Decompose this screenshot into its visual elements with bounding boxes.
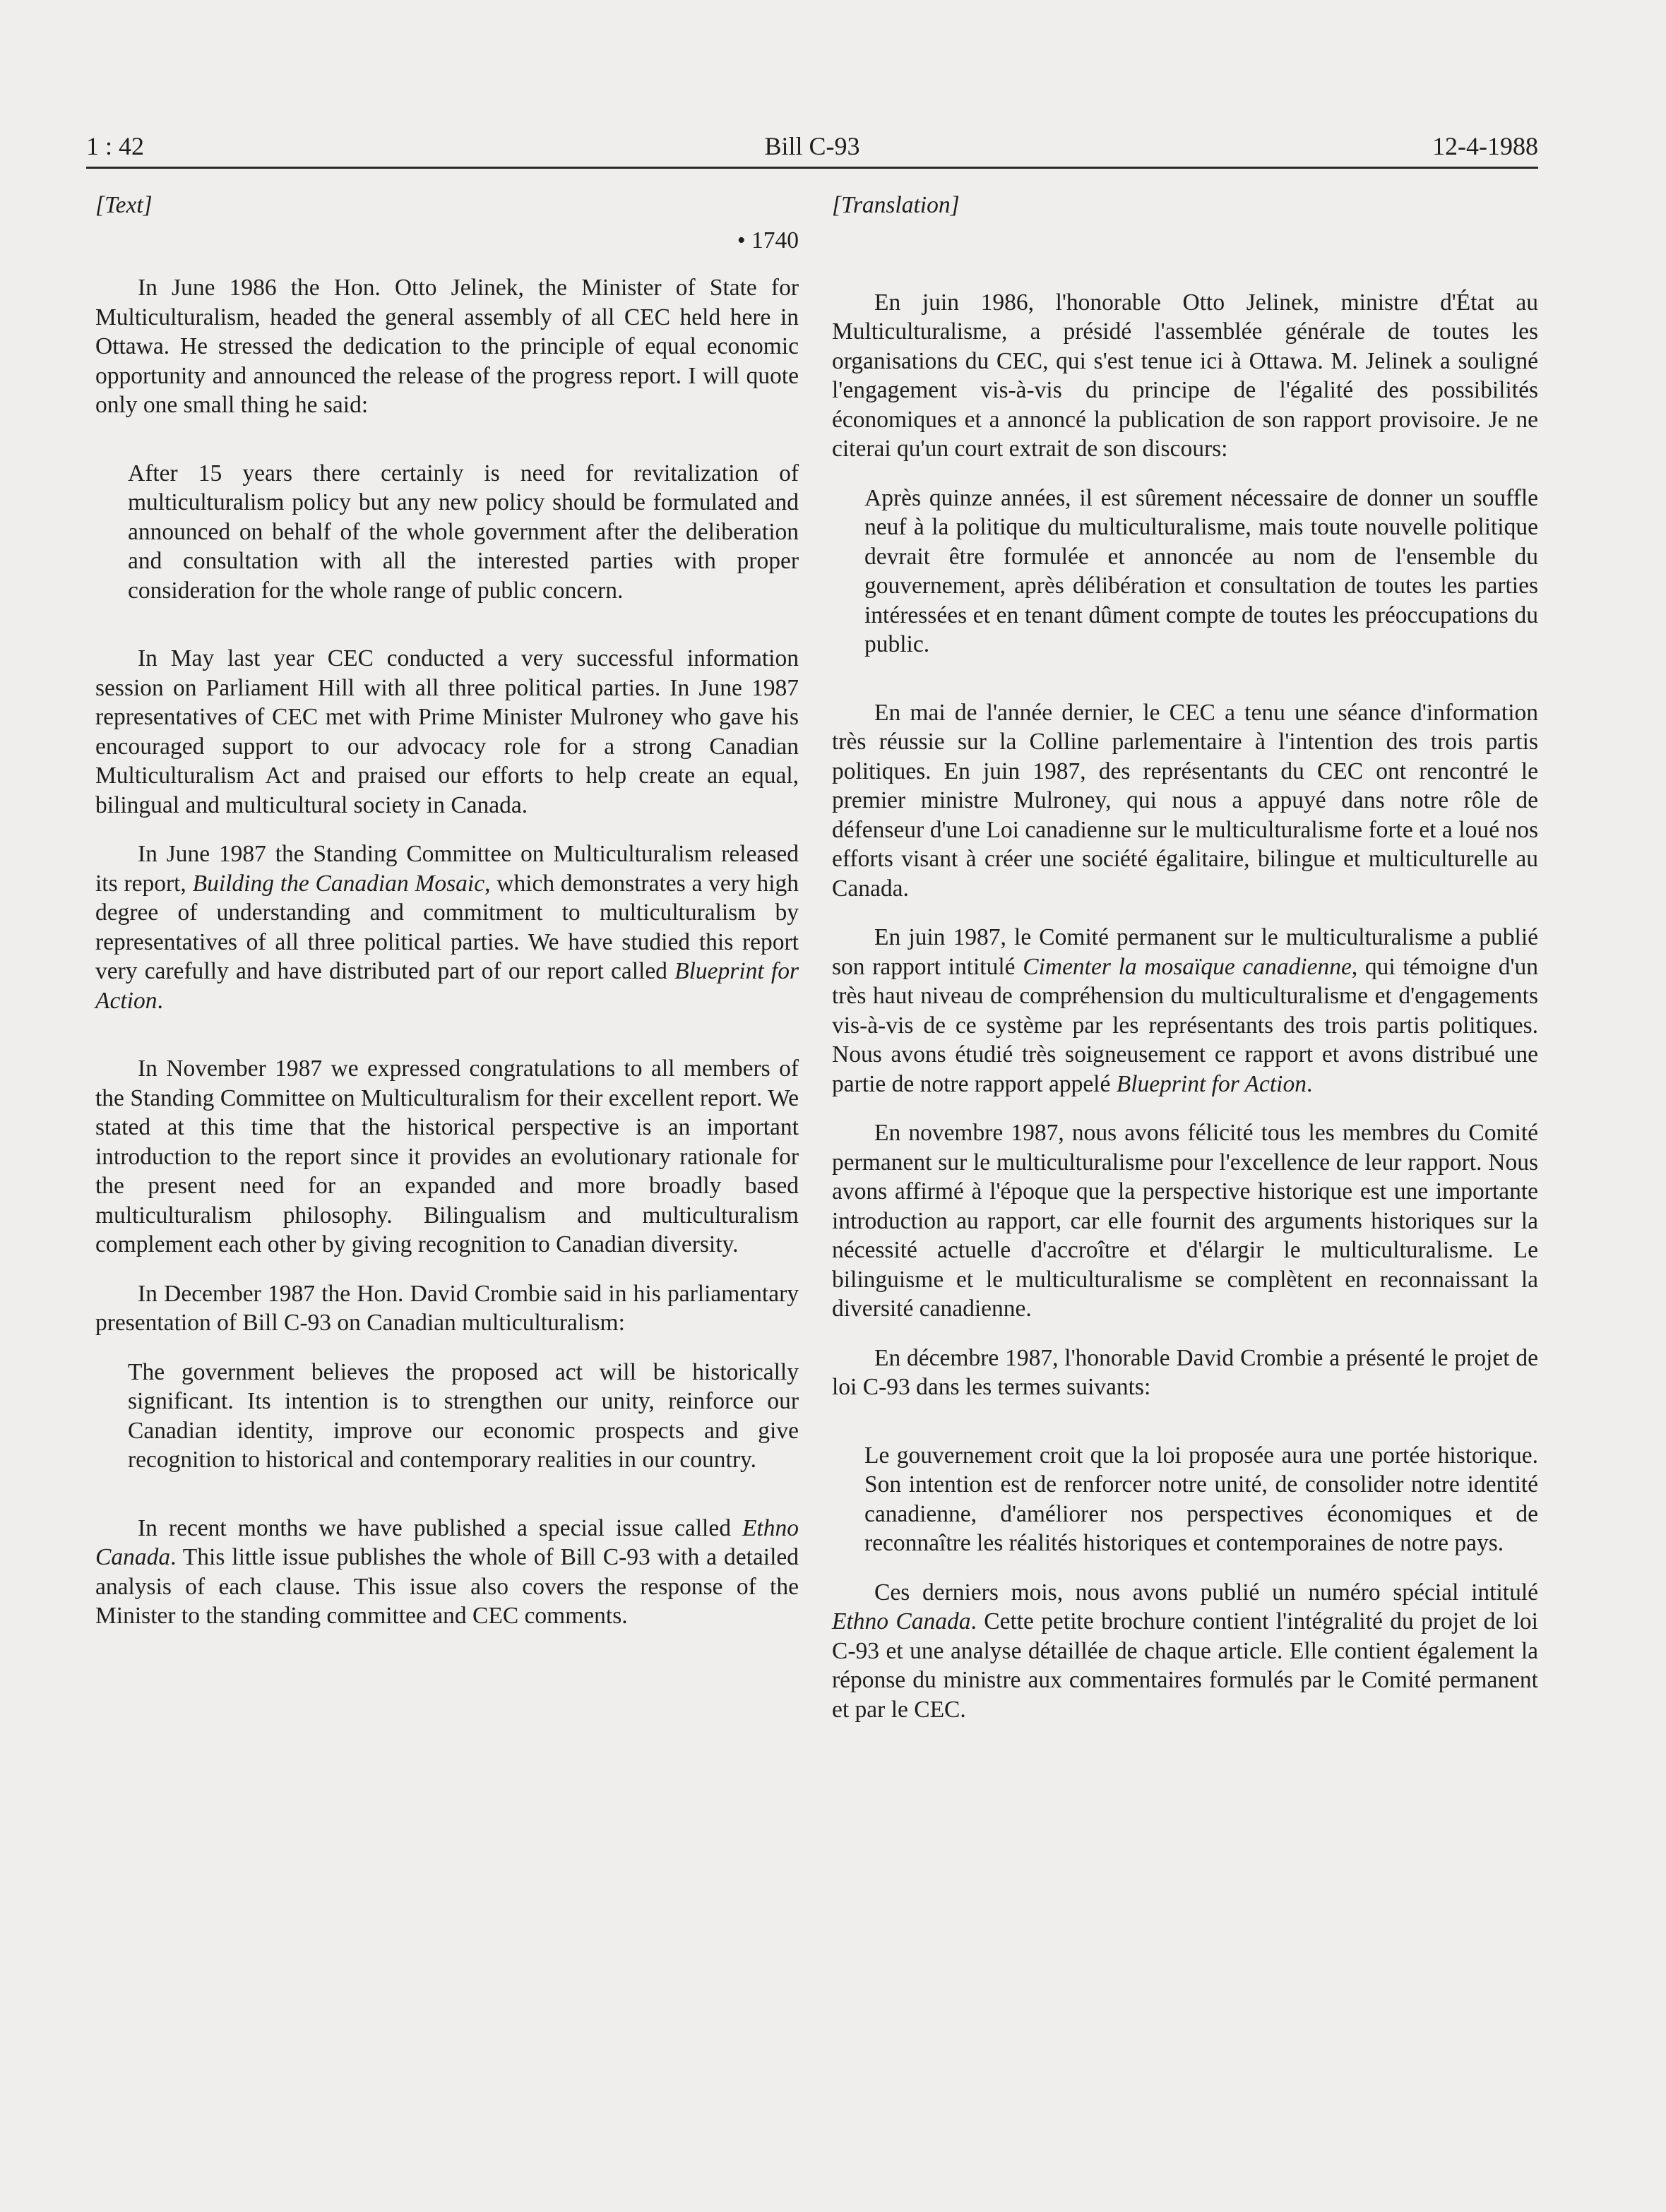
- paragraph: En novembre 1987, nous avons félicité tous les membres du Comité permanent sur le multiculturalisme pour l'excellence de leur rapport. Nous avons affirmé à l'époque que la perspective historique est une importante introduction au rapport, car elle fournit des arguments historiques sur la nécessité actuelle d'accroître et d'élargir le multiculturalisme. Le bilinguisme et le multiculturalisme se complètent en reconnaissant la diversité canadienne.: [832, 1120, 1538, 1322]
- header-rule: [86, 167, 1538, 169]
- paragraph: Ces derniers mois, nous avons publié un numéro spécial intitulé Ethno Canada. Cette petite brochure contient l'intégralité du projet de loi C-93 et une analyse détaillée de chaque article. Elle contient également la réponse du ministre aux commentaires formulés par le Comité permanent et par le CEC.: [832, 1579, 1538, 1723]
- translation-label: [Translation]: [832, 192, 960, 218]
- publication-title: Ethno Canada: [95, 1514, 799, 1570]
- block-quote: Après quinze années, il est sûrement nécessaire de donner un souffle neuf à la politique du multiculturalisme, mais toute nouvelle politique devrait être formulée et annoncée au nom de l'ensemble du gouvernement, après délibération et consultation de toutes les parties intéressées et en tenant dûment compte de toutes les préoccupations du public.: [864, 484, 1538, 657]
- text-label: [Text]: [95, 192, 153, 218]
- paragraph: In June 1987 the Standing Committee on Multiculturalism released its report, Building the Canadian Mosaic, which demonstrates a very high degree of understanding and commitment to multiculturalism by representatives of all three political parties. We have studied this report very carefully and have distributed part of our report called Blueprint for Action.: [95, 841, 799, 1014]
- paragraph: In June 1986 the Hon. Otto Jelinek, the Minister of State for Multiculturalism, headed the general assembly of all CEC held here in Ottawa. He stressed the dedication to the principle of equal economic opportunity and announced the release of the progress report. I will quote only one small thing he said:: [95, 275, 799, 418]
- page-reference: 1 : 42: [86, 132, 145, 160]
- french-column: [832, 191, 1538, 1744]
- paragraph: En mai de l'année dernier, le CEC a tenu une séance d'information très réussie sur la Colline parlementaire à l'intention des trois partis politiques. En juin 1987, des représentants du CEC ont rencontré le premier ministre Mulroney, qui nous a appuyé dans notre rôle de défenseur d'une Loi canadienne sur le multiculturalisme forte et a loué nos efforts visant à créer une société égalitaire, bilingue et multiculturelle au Canada.: [832, 699, 1538, 902]
- report-title: Cimenter la mosaïque canadienne: [1023, 953, 1352, 980]
- block-quote: After 15 years there certainly is need for revitalization of multiculturalism policy but any new policy should be formulated and announced on behalf of the whole government after the deliberation and consultation with all the interested parties with proper consideration for the whole range of public concern.: [128, 460, 799, 604]
- paragraph: En décembre 1987, l'honorable David Crombie a présenté le projet de loi C-93 dans les termes suivants:: [832, 1344, 1538, 1400]
- english-column: [95, 191, 799, 1651]
- report-title: Blueprint for Action: [1116, 1070, 1307, 1097]
- paragraph: En juin 1986, l'honorable Otto Jelinek, ministre d'État au Multiculturalisme, a présidé l'assemblée générale de toutes les organisations du CEC, qui s'est tenue ici à Ottawa. M. Jelinek a souligné l'engagement vis-à-vis du principe de l'égalité des possibilités économiques et a annoncé la publication de son rapport provisoire. Je ne citerai qu'un court extrait de son discours:: [832, 289, 1538, 462]
- report-title: Blueprint for Action: [95, 958, 799, 1014]
- paragraph: In November 1987 we expressed congratulations to all members of the Standing Committee on Multiculturalism for their excellent report. We stated at this time that the historical perspective is an important introduction to the report since it provides an evolutionary rationale for the present need for an expanded and more broadly based multiculturalism philosophy. Bilingualism and multiculturalism complement each other by giving recognition to Canadian diversity.: [95, 1056, 799, 1257]
- timestamp: • 1740: [737, 227, 799, 253]
- paragraph: In May last year CEC conducted a very successful information session on Parliament Hill with all three political parties. In June 1987 representatives of CEC met with Prime Minister Mulroney who gave his encouraged support to our advocacy role for a strong Canadian Multiculturalism Act and praised our efforts to help create an equal, bilingual and multicultural society in Canada.: [95, 645, 799, 818]
- paragraph: In December 1987 the Hon. David Crombie said in his parliamentary presentation of Bill C-93 on Canadian multiculturalism:: [95, 1280, 799, 1336]
- document-title: Bill C-93: [764, 132, 860, 160]
- block-quote: The government believes the proposed act will be historically significant. Its intention is to strengthen our unity, reinforce our Canadian identity, improve our economic prospects and give recognition to historical and contemporary realities in our country.: [128, 1358, 799, 1473]
- document-date: 12-4-1988: [1432, 132, 1538, 160]
- block-quote: Le gouvernement croit que la loi proposée aura une portée historique. Son intention est de renforcer notre unité, de consolider notre identité canadienne, d'améliorer nos perspectives économiques et de reconnaître les réalités historiques et contemporaines de notre pays.: [864, 1442, 1538, 1556]
- report-title: Building the Canadian Mosaic: [192, 870, 485, 897]
- publication-title: Ethno Canada: [832, 1608, 971, 1634]
- paragraph: In recent months we have published a special issue called Ethno Canada. This little issue publishes the whole of Bill C-93 with a detailed analysis of each clause. This issue also covers the response of the Minister to the standing committee and CEC comments.: [95, 1514, 799, 1629]
- paragraph: En juin 1987, le Comité permanent sur le multiculturalisme a publié son rapport intitulé Cimenter la mosaïque canadienne, qui témoigne d'un très haut niveau de compréhension du multiculturalisme et d'engagements vis-à-vis de ce système par les représentants des trois partis politiques. Nous avons étudié très soigneusement ce rapport et avons distribué une partie de notre rapport appelé Blueprint for Action.: [832, 924, 1538, 1097]
